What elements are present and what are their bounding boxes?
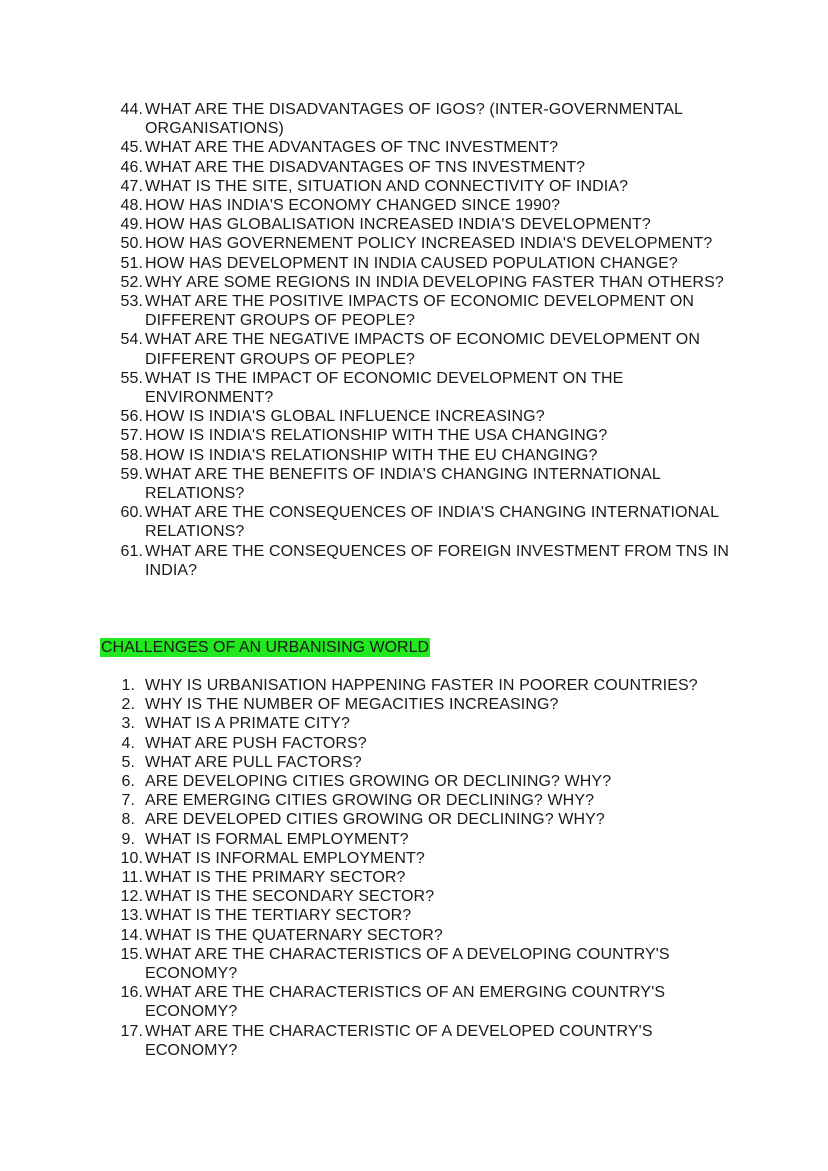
list-item: 49. HOW HAS GLOBALISATION INCREASED INDIA'S DEVELOPMENT? bbox=[120, 216, 651, 234]
question-text: HOW HAS GOVERNEMENT POLICY INCREASED INDIA'S DEVELOPMENT? bbox=[145, 235, 713, 253]
question-text: HOW IS INDIA'S RELATIONSHIP WITH THE USA CHANGING? bbox=[145, 427, 608, 445]
list-item: 16. WHAT ARE THE CHARACTERISTICS OF AN EMERGING COUNTRY'S ECONOMY? bbox=[120, 984, 666, 1021]
list-item: 10. WHAT IS INFORMAL EMPLOYMENT? bbox=[120, 849, 425, 867]
list-item: 58. HOW IS INDIA'S RELATIONSHIP WITH THE EU CHANGING? bbox=[120, 446, 598, 464]
list-item: 50. HOW HAS GOVERNEMENT POLICY INCREASED INDIA'S DEVELOPMENT? bbox=[120, 235, 713, 253]
question-text: WHAT IS THE IMPACT OF ECONOMIC DEVELOPMENT ON THE ENVIRONMENT? bbox=[145, 369, 624, 407]
list-item: 54. WHAT ARE THE NEGATIVE IMPACTS OF ECONOMIC DEVELOPMENT ON DIFFERENT GROUPS OF PEOPLE? bbox=[120, 331, 701, 368]
question-text: WHAT IS A PRIMATE CITY? bbox=[145, 715, 351, 733]
question-text: WHY IS URBANISATION HAPPENING FASTER IN POORER COUNTRIES? bbox=[145, 677, 698, 694]
list-item: 5. WHAT ARE PULL FACTORS? bbox=[121, 753, 362, 771]
question-text: WHAT IS THE SITE, SITUATION AND CONNECTIVITY OF INDIA? bbox=[145, 177, 629, 195]
question-text: WHAT ARE THE NEGATIVE IMPACTS OF ECONOMIC DEVELOPMENT ON DIFFERENT GROUPS OF PEOPLE? bbox=[145, 331, 701, 368]
question-text: WHAT ARE THE CHARACTERISTIC OF A DEVELOPED COUNTRY'S ECONOMY? bbox=[145, 1022, 653, 1059]
question-text: WHAT IS FORMAL EMPLOYMENT? bbox=[145, 830, 409, 848]
question-text: HOW HAS DEVELOPMENT IN INDIA CAUSED POPULATION CHANGE? bbox=[145, 254, 678, 272]
question-text: ARE DEVELOPED CITIES GROWING OR DECLINING? WHY? bbox=[145, 811, 605, 829]
question-text: WHAT ARE PUSH FACTORS? bbox=[145, 734, 367, 752]
list-item: 52. WHY ARE SOME REGIONS IN INDIA DEVELOPING FASTER THAN OTHERS? bbox=[120, 273, 724, 291]
question-text: WHAT ARE THE CONSEQUENCES OF FOREIGN INVESTMENT FROM TNS IN INDIA? bbox=[145, 542, 730, 579]
list-item: 4. WHAT ARE PUSH FACTORS? bbox=[121, 734, 367, 752]
question-text: WHAT IS THE SECONDARY SECTOR? bbox=[145, 888, 435, 906]
question-text: ARE EMERGING CITIES GROWING OR DECLINING? WHY? bbox=[145, 792, 595, 810]
list-item: 59. WHAT ARE THE BENEFITS OF INDIA'S CHANGING INTERNATIONAL RELATIONS? bbox=[120, 465, 661, 503]
list-item: 8. ARE DEVELOPED CITIES GROWING OR DECLINING? WHY? bbox=[121, 811, 605, 829]
list-item: 47. WHAT IS THE SITE, SITUATION AND CONNECTIVITY OF INDIA? bbox=[120, 177, 629, 195]
list-item: 48. HOW HAS INDIA'S ECONOMY CHANGED SINCE 1990? bbox=[120, 197, 561, 215]
question-text: WHAT IS THE QUATERNARY SECTOR? bbox=[145, 926, 443, 944]
list-item: 13. WHAT IS THE TERTIARY SECTOR? bbox=[120, 907, 412, 925]
question-text: HOW IS INDIA'S RELATIONSHIP WITH THE EU CHANGING? bbox=[145, 446, 598, 464]
list-item: 6. ARE DEVELOPING CITIES GROWING OR DECLINING? WHY? bbox=[121, 773, 612, 791]
list-item: 55. WHAT IS THE IMPACT OF ECONOMIC DEVELOPMENT ON THE ENVIRONMENT? bbox=[120, 369, 624, 407]
question-text: ARE DEVELOPING CITIES GROWING OR DECLINING? WHY? bbox=[145, 773, 612, 791]
question-text: WHAT ARE THE DISADVANTAGES OF TNS INVESTMENT? bbox=[145, 158, 586, 176]
list-item: 17. WHAT ARE THE CHARACTERISTIC OF A DEVELOPED COUNTRY'S ECONOMY? bbox=[120, 1022, 653, 1059]
question-text: WHAT IS THE TERTIARY SECTOR? bbox=[145, 907, 412, 925]
question-text: WHAT IS THE PRIMARY SECTOR? bbox=[145, 869, 406, 887]
question-list-urbanising bbox=[0, 676, 828, 1060]
list-item: 45. WHAT ARE THE ADVANTAGES OF TNC INVESTMENT? bbox=[120, 139, 559, 157]
question-text: WHAT ARE THE CONSEQUENCES OF INDIA'S CHANGING INTERNATIONAL RELATIONS? bbox=[145, 504, 719, 541]
list-item: 2. WHY IS THE NUMBER OF MEGACITIES INCREASING? bbox=[121, 696, 559, 714]
list-item: 9. WHAT IS FORMAL EMPLOYMENT? bbox=[121, 830, 409, 848]
question-text: HOW HAS GLOBALISATION INCREASED INDIA'S DEVELOPMENT? bbox=[145, 216, 651, 234]
list-item: 61. WHAT ARE THE CONSEQUENCES OF FOREIGN INVESTMENT FROM TNS IN INDIA? bbox=[120, 542, 730, 579]
list-item: 46. WHAT ARE THE DISADVANTAGES OF TNS INVESTMENT? bbox=[120, 158, 586, 176]
question-text: WHY IS THE NUMBER OF MEGACITIES INCREASING? bbox=[145, 696, 559, 714]
list-item: 15. WHAT ARE THE CHARACTERISTICS OF A DEVELOPING COUNTRY'S ECONOMY? bbox=[120, 945, 670, 983]
question-list-india bbox=[0, 100, 828, 580]
list-item: 1. WHY IS URBANISATION HAPPENING FASTER IN POORER COUNTRIES? bbox=[121, 677, 698, 694]
question-text: HOW IS INDIA'S GLOBAL INFLUENCE INCREASING? bbox=[145, 408, 545, 426]
list-item: 56. HOW IS INDIA'S GLOBAL INFLUENCE INCREASING? bbox=[120, 408, 545, 426]
list-item: 11. WHAT IS THE PRIMARY SECTOR? bbox=[121, 869, 406, 887]
list-item: 44. WHAT ARE THE DISADVANTAGES OF IGOS? (INTER-GOVERNMENTAL ORGANISATIONS) bbox=[120, 101, 683, 138]
question-text: WHY ARE SOME REGIONS IN INDIA DEVELOPING FASTER THAN OTHERS? bbox=[145, 273, 724, 291]
list-item: 57. HOW IS INDIA'S RELATIONSHIP WITH THE USA CHANGING? bbox=[120, 427, 608, 445]
list-item: 60. WHAT ARE THE CONSEQUENCES OF INDIA'S CHANGING INTERNATIONAL RELATIONS? bbox=[120, 504, 719, 541]
list-item: 53. WHAT ARE THE POSITIVE IMPACTS OF ECONOMIC DEVELOPMENT ON DIFFERENT GROUPS OF PEOPLE? bbox=[120, 293, 695, 330]
list-item: 7. ARE EMERGING CITIES GROWING OR DECLINING? WHY? bbox=[121, 792, 595, 810]
question-text: WHAT IS INFORMAL EMPLOYMENT? bbox=[145, 849, 425, 867]
question-text: WHAT ARE THE CHARACTERISTICS OF AN EMERGING COUNTRY'S ECONOMY? bbox=[145, 984, 666, 1021]
question-text: HOW HAS INDIA'S ECONOMY CHANGED SINCE 1990? bbox=[145, 197, 561, 215]
list-item: 51. HOW HAS DEVELOPMENT IN INDIA CAUSED POPULATION CHANGE? bbox=[120, 254, 678, 272]
question-text: WHAT ARE THE CHARACTERISTICS OF A DEVELOPING COUNTRY'S ECONOMY? bbox=[145, 945, 670, 983]
section-heading-urbanising-world: CHALLENGES OF AN URBANISING WORLD bbox=[101, 639, 430, 656]
question-text: WHAT ARE THE POSITIVE IMPACTS OF ECONOMIC DEVELOPMENT ON DIFFERENT GROUPS OF PEOPLE? bbox=[145, 293, 695, 330]
question-text: WHAT ARE THE DISADVANTAGES OF IGOS? (INTER-GOVERNMENTAL ORGANISATIONS) bbox=[145, 101, 683, 138]
question-text: WHAT ARE THE BENEFITS OF INDIA'S CHANGING INTERNATIONAL RELATIONS? bbox=[145, 465, 661, 503]
list-item: 3. WHAT IS A PRIMATE CITY? bbox=[121, 715, 351, 733]
question-text: WHAT ARE THE ADVANTAGES OF TNC INVESTMENT? bbox=[145, 139, 559, 157]
question-text: WHAT ARE PULL FACTORS? bbox=[145, 753, 362, 771]
list-item: 12. WHAT IS THE SECONDARY SECTOR? bbox=[120, 888, 435, 906]
list-item: 14. WHAT IS THE QUATERNARY SECTOR? bbox=[120, 926, 443, 944]
